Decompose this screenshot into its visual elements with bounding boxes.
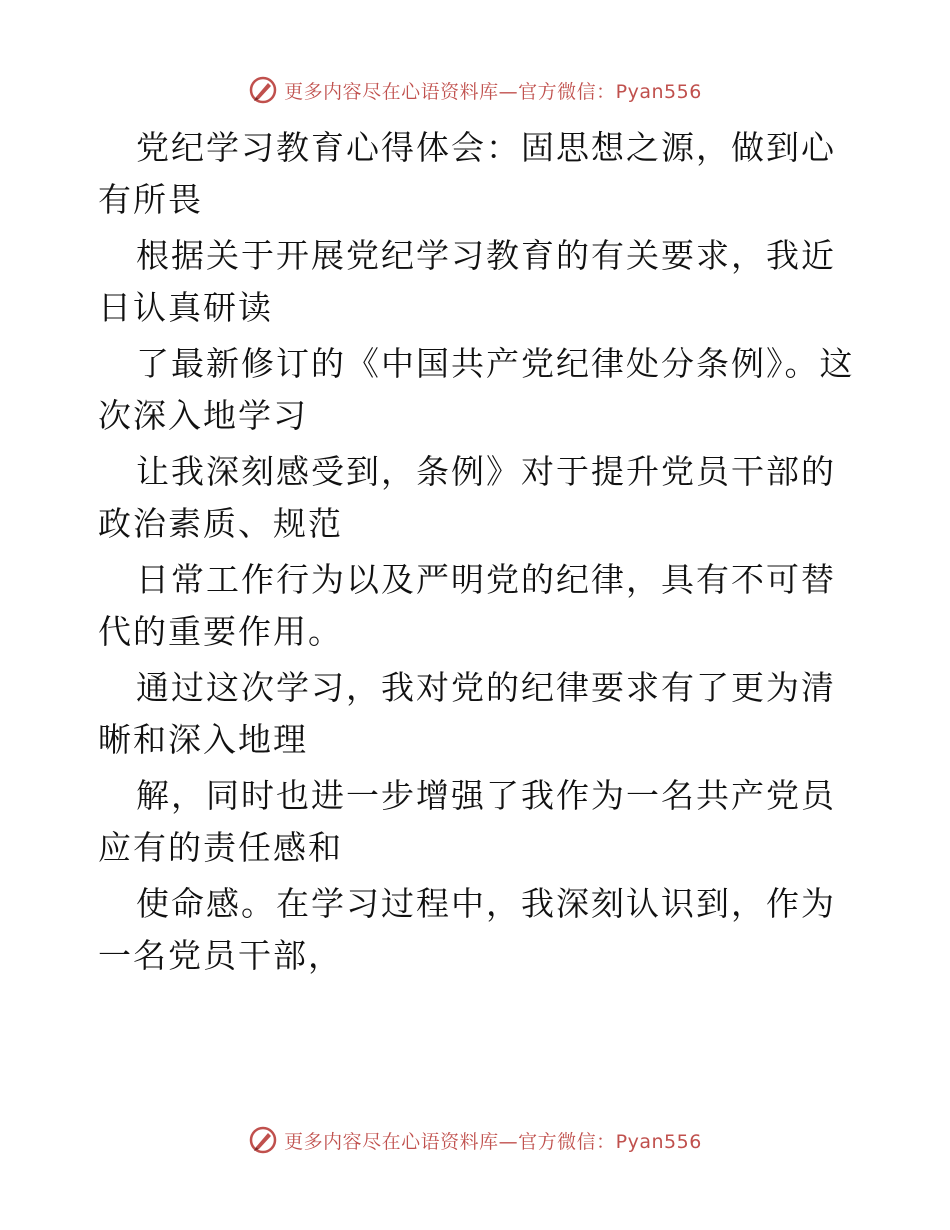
footer-watermark — [0, 1120, 950, 1160]
watermark-text: 更多内容尽在心语资料库—官方微信：Pyan556 — [284, 80, 702, 103]
paragraph: 使命感。在学习过程中，我深刻认识到，作为一名党员干部， — [98, 884, 836, 975]
paragraph: 根据关于开展党纪学习教育的有关要求，我近日认真研读 — [98, 236, 836, 327]
paragraph: 解，同时也进一步增强了我作为一名共产党员应有的责任感和 — [98, 776, 836, 867]
paragraph: 日常工作行为以及严明党的纪律，具有不可替代的重要作用。 — [98, 560, 836, 651]
paragraph: 了最新修订的《中国共产党纪律处分条例》。这次深入地学习 — [98, 344, 855, 435]
document-body — [98, 122, 858, 986]
header-watermark — [0, 70, 950, 110]
pen-logo-icon — [248, 75, 278, 105]
paragraph-title: 党纪学习教育心得体会：固思想之源，做到心有所畏 — [98, 128, 836, 219]
paragraph: 通过这次学习，我对党的纪律要求有了更为清晰和深入地理 — [98, 668, 836, 759]
paragraph: 让我深刻感受到，条例》对于提升党员干部的政治素质、规范 — [98, 452, 836, 543]
pen-logo-icon — [248, 1125, 278, 1155]
watermark-text: 更多内容尽在心语资料库—官方微信：Pyan556 — [284, 1130, 702, 1153]
